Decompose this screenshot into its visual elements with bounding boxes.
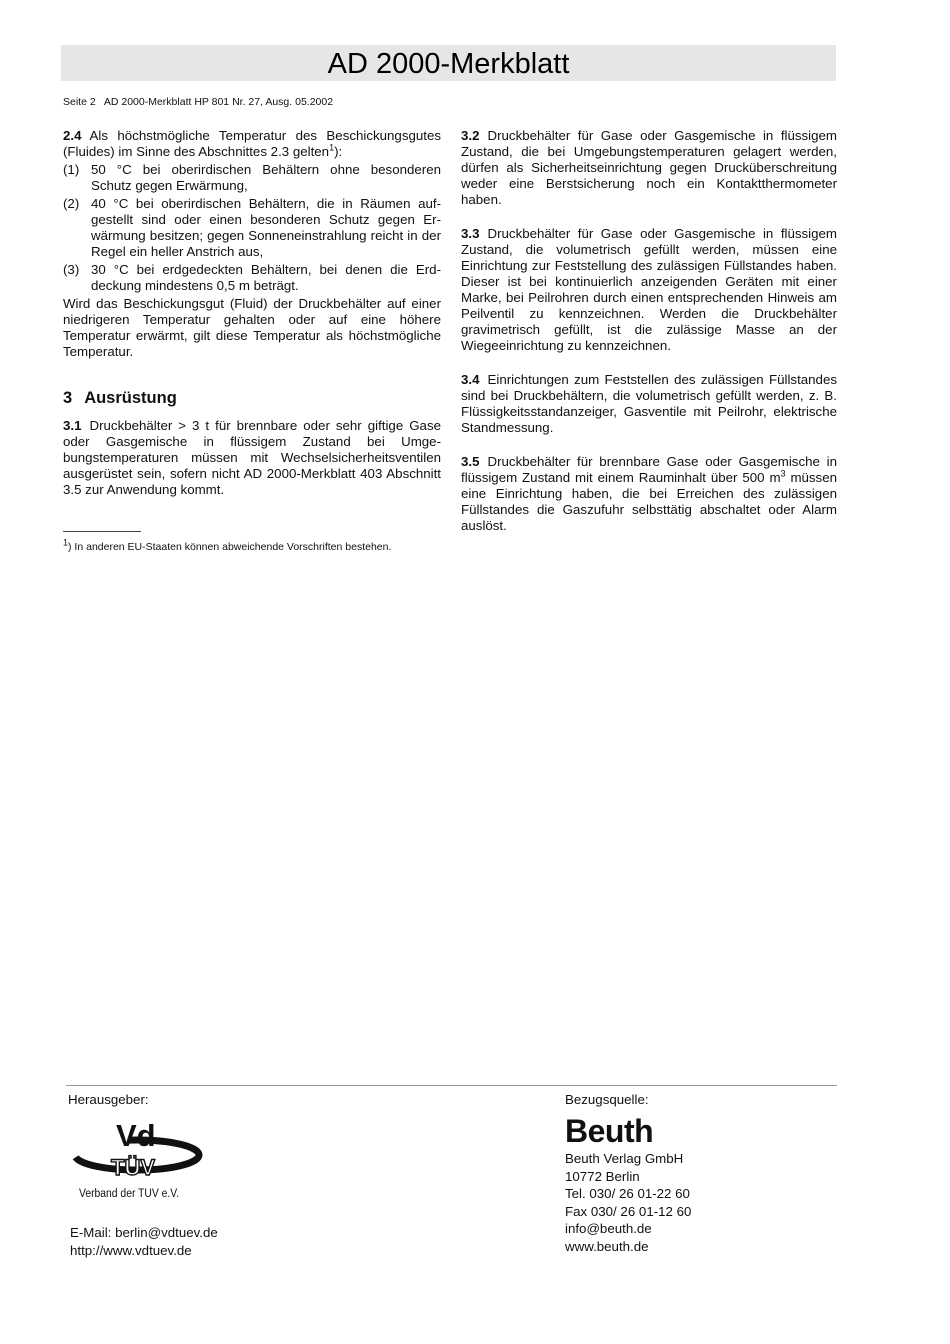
list-item-text: 40 °C bei oberirdischen Behältern, die in Räumen aufgestellt sind oder einen besonderen Schutz gegen Erwärmung besitzen; gegen Sonneneinstrahlung reicht in der Regel ein heller Anstrich aus,: [91, 196, 441, 259]
section-text-end: ):: [334, 144, 343, 159]
section-text: Druckbehälter für brennbare Gase oder Gasgemische in flüssigem Zustand mit einem Rauminhalt über 500 m: [461, 454, 837, 485]
section-3-3: [461, 226, 837, 354]
list-item: [63, 162, 441, 194]
list-item: [63, 262, 441, 294]
logo-vd-text: Vd: [116, 1118, 156, 1153]
section-text: Druckbehälter für Gase oder Gasgemische in flüssigem Zustand, die bei Umgebungstemperaturen gelagert werden, dürfen als Sicherheitseinrichtung gegen Drucküberschreitung weder eine Berstsicherung noch ein Kontaktthermometer haben.: [461, 128, 837, 207]
section-number: 3.1: [63, 418, 82, 433]
footnote-text: ) In anderen EU-Staaten können abweichende Vorschriften bestehen.: [68, 541, 392, 553]
source-line: www.beuth.de: [565, 1238, 649, 1254]
website-text: http://www.vdtuev.de: [70, 1242, 192, 1258]
heading-text: Ausrüstung: [84, 389, 177, 407]
source-line: Fax 030/ 26 01-12 60: [565, 1203, 692, 1219]
left-column: [63, 128, 441, 498]
page-title: AD 2000-Merkblatt: [327, 48, 570, 80]
source-line: 10772 Berlin: [565, 1168, 640, 1184]
section-number: 3.2: [461, 128, 480, 143]
footnote: [63, 537, 392, 554]
list-item-text: 30 °C bei erdgedeckten Behältern, bei denen die Erddeckung mindestens 0,5 m beträgt.: [91, 262, 441, 293]
publisher-label: Herausgeber:: [68, 1092, 149, 1107]
section-text: Als höchstmögliche Temperatur des Beschickungsgutes (Fluides) im Sinne des Abschnittes 2.3 gelten: [63, 128, 441, 159]
source-line: Tel. 030/ 26 01-22 60: [565, 1186, 690, 1201]
section-number: 2.4: [63, 128, 82, 143]
section-3-5: [461, 454, 837, 534]
source-label: Bezugsquelle:: [565, 1092, 649, 1107]
source-line: info@beuth.de: [565, 1221, 652, 1236]
section-number: 3.3: [461, 226, 480, 241]
footnote-divider: [63, 531, 141, 532]
closing-paragraph: Wird das Beschickungsgut (Fluid) der Druckbehälter auf einer niedrigeren Temperatur gehalten oder auf eine höhere Temperatur erwärmt, gilt diese Temperatur als höchstmögliche Temperatur.: [63, 296, 441, 359]
right-column: [461, 128, 837, 534]
source-line: Beuth Verlag GmbH: [565, 1151, 684, 1166]
list-item-text: 50 °C bei oberirdischen Behältern ohne besonderen Schutz gegen Erwärmung,: [91, 162, 441, 193]
section-number: 3.4: [461, 372, 480, 387]
vdtuev-logo: [70, 1118, 210, 1188]
beuth-logo: Beuth: [565, 1113, 654, 1149]
publisher-contact: [70, 1224, 218, 1259]
footnote-mark: 1: [63, 537, 69, 548]
heading-number: 3: [63, 389, 73, 407]
footer-divider: [66, 1085, 837, 1086]
section-3-4: [461, 372, 837, 436]
section-text-end: müssen eine Einrichtung haben, die bei Erreichen des zulässigen Füllstandes die Gaszufuhr selbsttätig abschaltet oder Alarm auslöst.: [461, 470, 837, 533]
footnote-ref: 1: [329, 142, 335, 153]
section-2-4: [63, 128, 441, 160]
list-item-number: (2): [63, 196, 80, 211]
section-heading: [63, 388, 441, 408]
list-item-number: (3): [63, 262, 80, 277]
list-item-number: (1): [63, 162, 80, 177]
list-item: [63, 196, 441, 260]
section-text: Druckbehälter > 3 t für brennbare oder sehr giftige Gase oder Gasgemische in flüssigem Zustand bei Umgebungstemperaturen müssen mit Wechselsicherheitsventilen ausgerüstet sein, sofern nicht AD 2000-Merkblatt 403 Abschnitt 3.5 zur Anwendung kommt.: [63, 418, 441, 497]
section-number: 3.5: [461, 454, 480, 469]
email-text: E-Mail: berlin@vdtuev.de: [70, 1225, 218, 1240]
section-3-2: [461, 128, 837, 208]
section-text: Druckbehälter für Gase oder Gasgemische in flüssigem Zustand, die volumetrisch gefüllt werden, müssen eine Einrichtung zur Feststellung des zulässigen Füllstandes haben. Dieser ist bei kontinuierlich anzeigenden Geräten mit einer Marke, bei Peilrohren durch einen entsprechenden Hinweis am Peilventil zu kennzeichnen. Werden die Druckbehälter gravimetrisch gefüllt, ist die zulässige Masse an der Wiegeeinrichtung zu kennzeichnen.: [461, 226, 837, 353]
header-bar: [61, 45, 836, 81]
superscript: 3: [780, 468, 786, 479]
source-contact: [565, 1150, 691, 1255]
logo-caption: Verband der TÜV e.V.: [79, 1188, 180, 1200]
logo-tuev-text: TÜV: [111, 1155, 155, 1180]
section-text: Einrichtungen zum Feststellen des zulässigen Füllstandes sind bei Druckbehältern, die volumetrisch gefüllt werden, z. B. Flüssigkeitsstandanzeiger, Gasventile mit Peilrohr, elektrische Standmessung.: [461, 372, 837, 435]
running-header: Seite 2 AD 2000-Merkblatt HP 801 Nr. 27, Ausg. 05.2002: [63, 96, 334, 108]
section-3-1: [63, 418, 441, 498]
